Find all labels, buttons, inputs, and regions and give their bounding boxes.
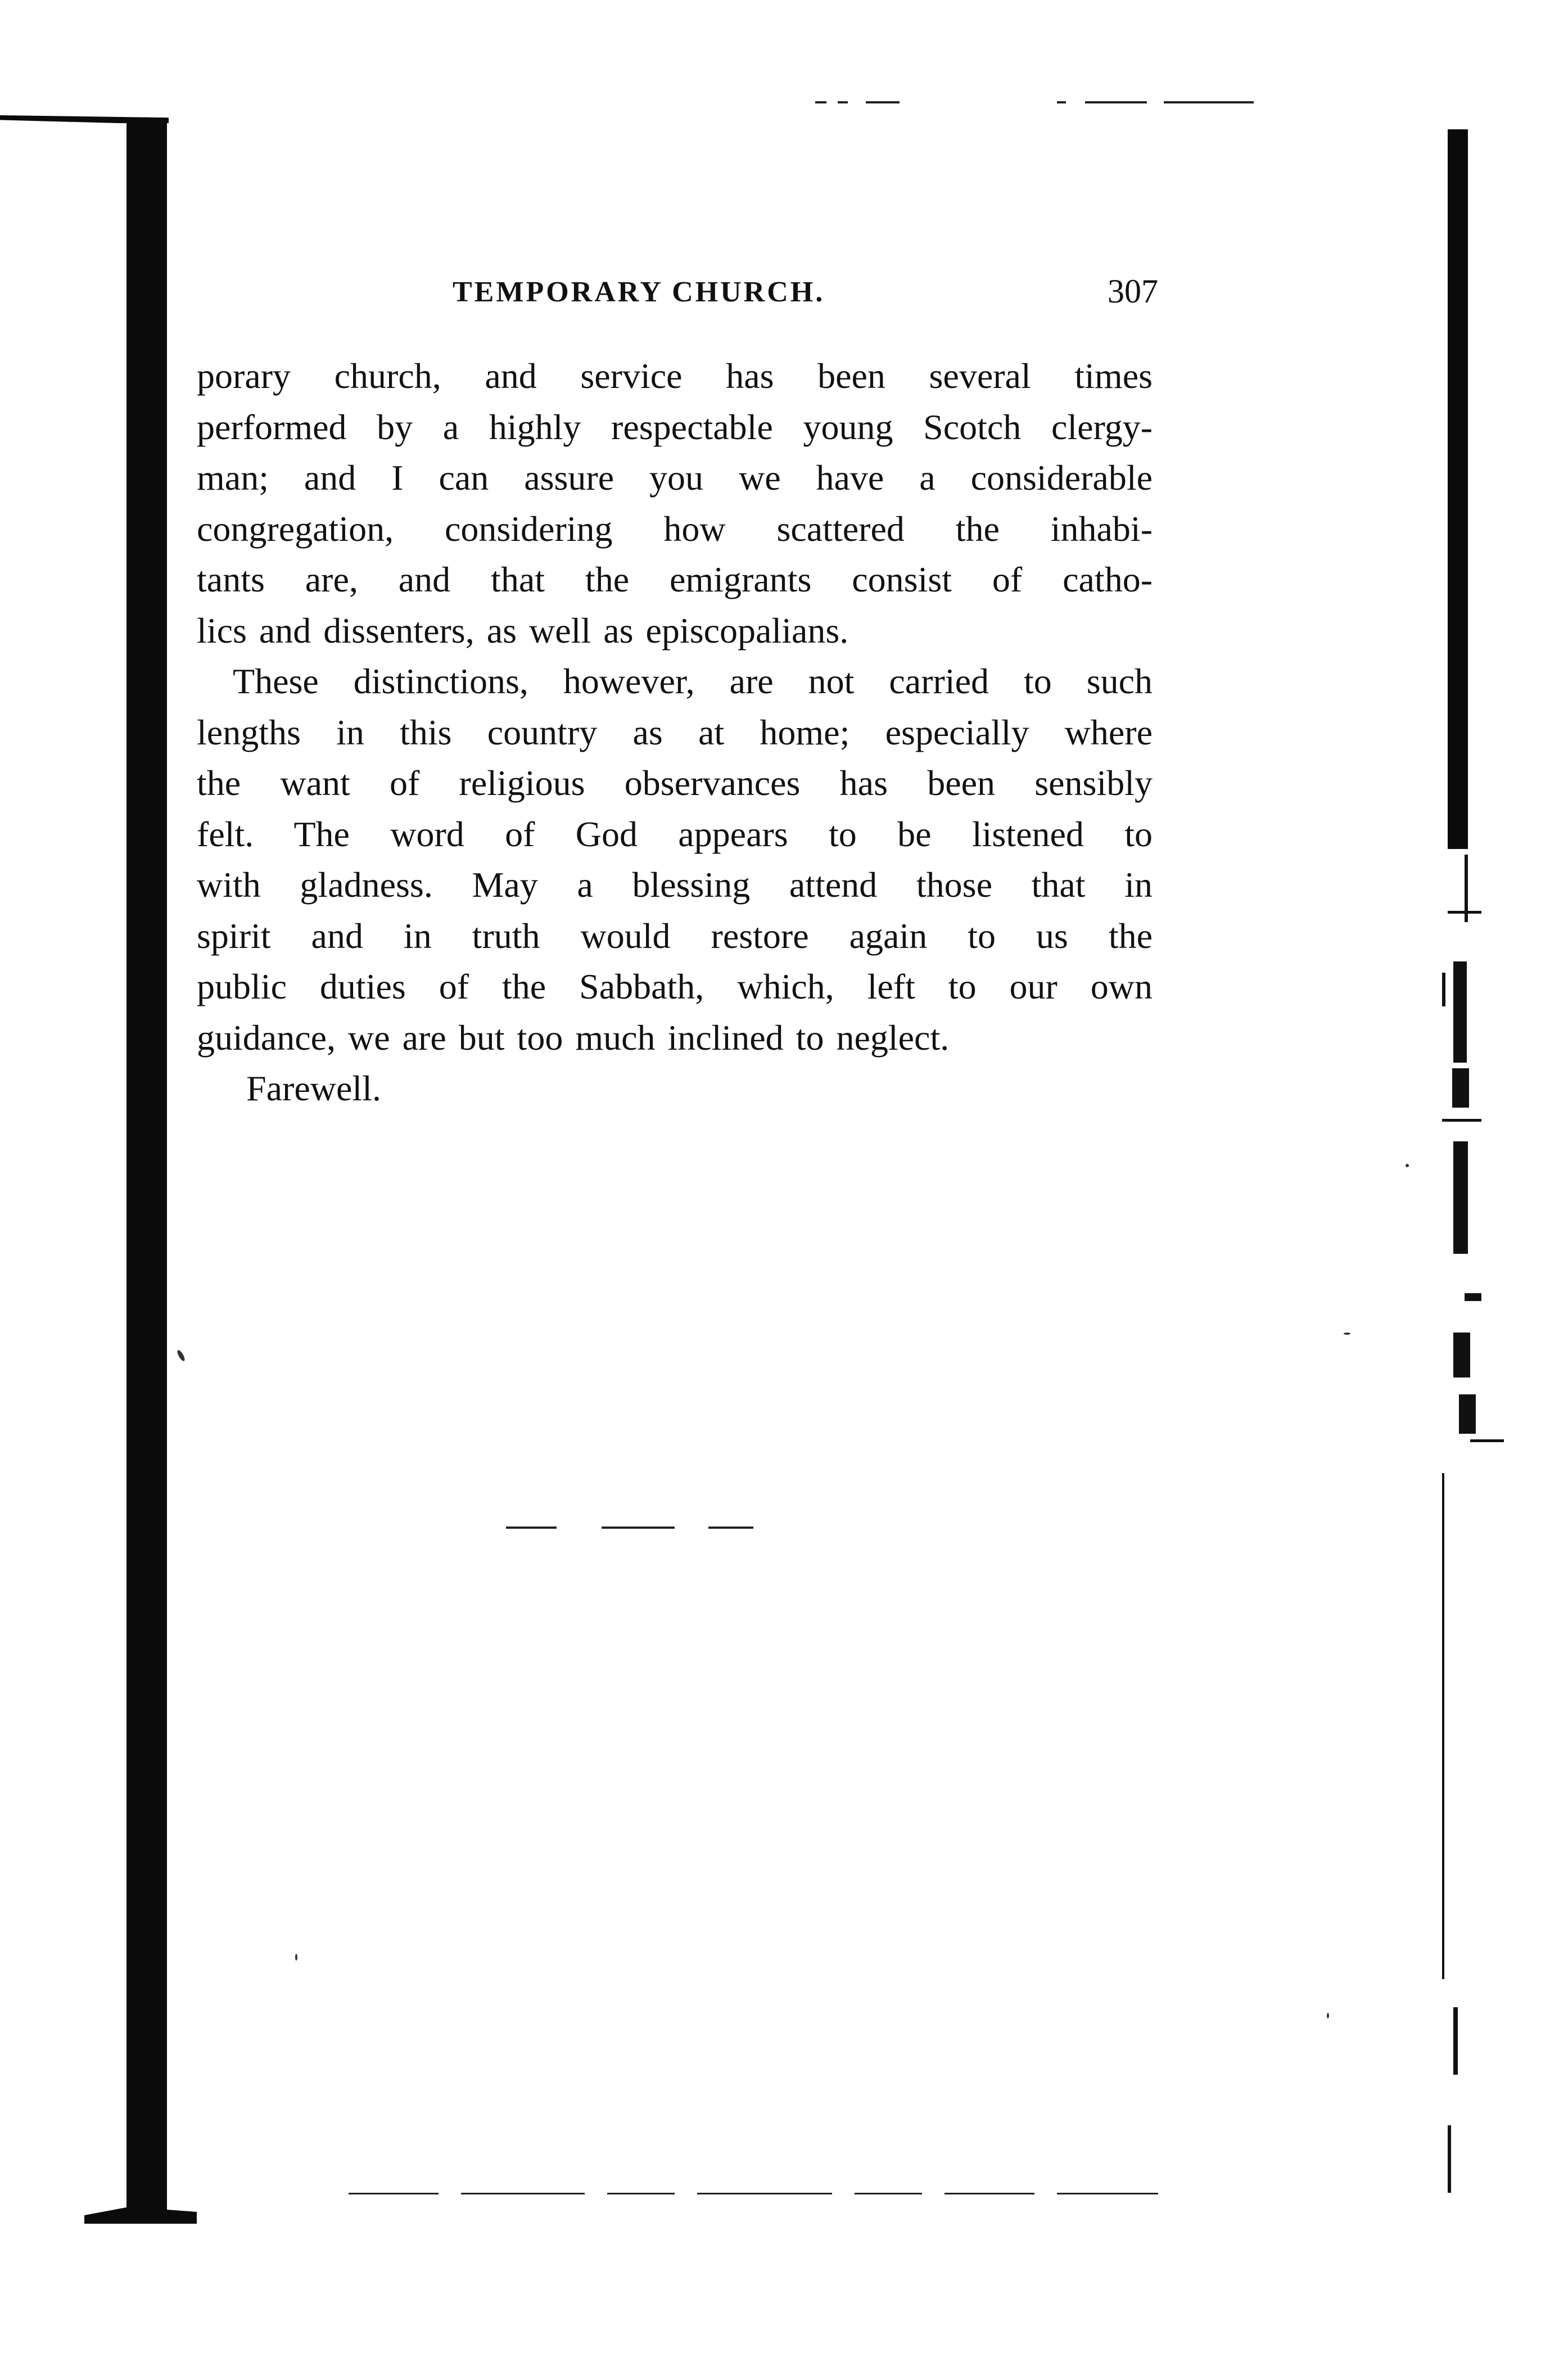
scan-speck — [176, 1349, 186, 1362]
running-head — [197, 273, 1158, 320]
scan-speck — [1406, 1164, 1409, 1167]
page-number: 307 — [1108, 273, 1158, 310]
text-line: These distinctions, however, are not carried to such — [233, 661, 1153, 701]
text-line: with gladness. May a blessing attend those that in — [197, 865, 1153, 905]
text-line: the want of religious observances has been sensibly — [197, 763, 1153, 803]
text-line: man; and I can assure you we have a considerable — [197, 458, 1153, 498]
text-line: guidance, we are but too much inclined to neglect. — [197, 1017, 950, 1058]
scan-speck — [295, 1954, 297, 1961]
text-line: tants are, and that the emigrants consist of catho- — [197, 559, 1153, 599]
text-line: spirit and in truth would restore again to us the — [197, 915, 1153, 956]
text-line: performed by a highly respectable young Scotch clergy- — [197, 407, 1153, 447]
scan-bottom-dashes — [349, 2193, 1248, 2198]
running-title: TEMPORARY CHURCH. — [453, 276, 825, 308]
scan-speck — [1344, 1333, 1350, 1335]
text-line: lics and dissenters, as well as episcopalians. — [197, 610, 849, 651]
text-line: lengths in this country as at home; especially where — [197, 712, 1153, 752]
text-line: congregation, considering how scattered the inhabi- — [197, 508, 1153, 549]
text-line: felt. The word of God appears to be listened to — [197, 814, 1153, 854]
paragraph — [197, 351, 1153, 656]
scan-edge-bottom-left — [84, 2207, 197, 2224]
scan-edge-right-marks — [1431, 855, 1498, 2215]
closing-salutation: Farewell. — [246, 1068, 381, 1108]
body-text — [197, 351, 1153, 1114]
paragraph — [197, 656, 1153, 1063]
scan-top-dashes — [815, 101, 1293, 107]
scan-mid-dashes — [506, 1527, 787, 1532]
text-line: porary church, and service has been several times — [197, 356, 1153, 396]
book-page — [197, 273, 1158, 1114]
text-line: public duties of the Sabbath, which, left to our own — [197, 967, 1153, 1006]
scan-speck — [1327, 2013, 1329, 2018]
scan-spine-left — [126, 118, 167, 2221]
scan-spine-right — [1448, 129, 1468, 849]
